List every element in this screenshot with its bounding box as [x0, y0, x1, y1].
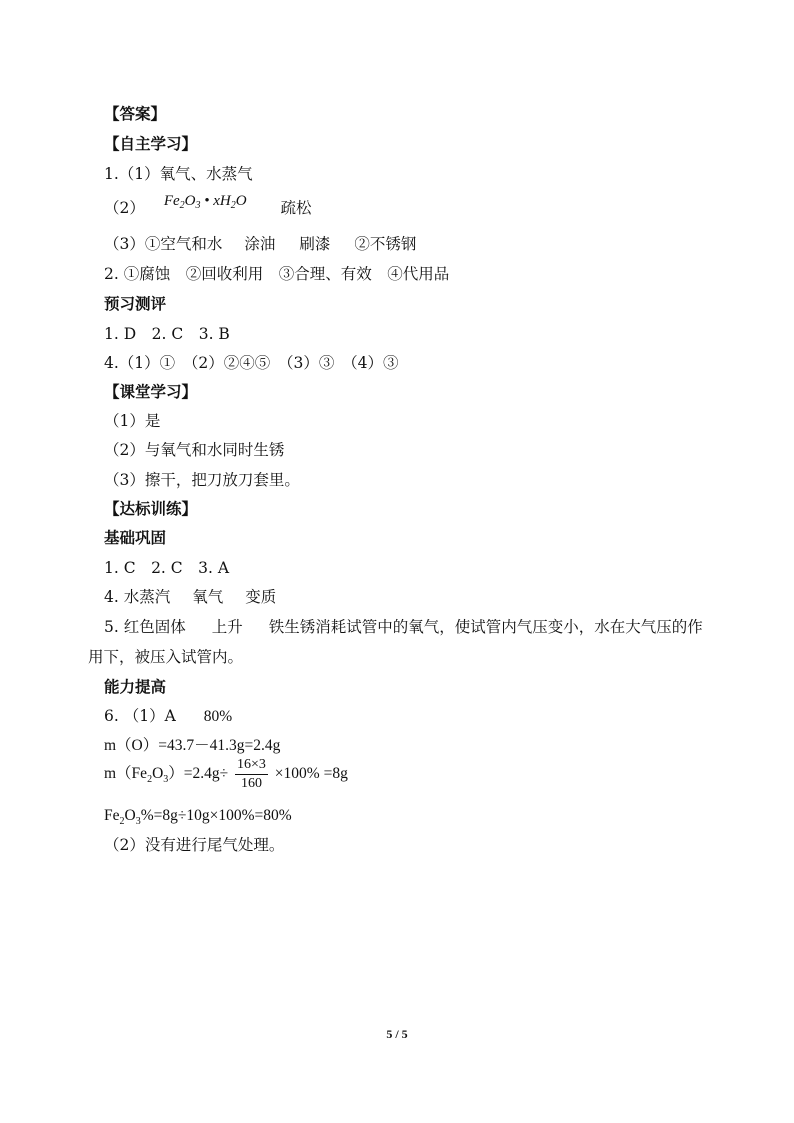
basic-answer-5: 5. 红色固体 上升 铁生锈消耗试管中的氧气，使试管内气压变小，水在大气压的作 — [104, 618, 703, 636]
q1-part2-suffix: 疏松 — [280, 199, 312, 217]
basic-answers-1: 1. C 2. C 3. A — [104, 559, 230, 577]
basic-answer-4: 4. 水蒸汽 氧气 变质 — [104, 588, 277, 606]
preview-answers-1: 1. D 2. C 3. B — [104, 325, 230, 343]
training-heading: 【达标训练】 — [104, 499, 198, 518]
q1-part3: （3）①空气和水 涂油 刷漆 ②不锈钢 — [104, 235, 417, 253]
self-study-heading: 【自主学习】 — [104, 134, 198, 153]
q1-part2-prefix: （2） — [104, 199, 145, 217]
q1-part1: 1.（1）氧气、水蒸气 — [104, 165, 253, 183]
class-heading: 【课堂学习】 — [104, 382, 198, 401]
calc-percent: $Fe_2O_3\%=8g\div 10g\times 100\%=80\%$ — [104, 807, 292, 828]
preview-heading: 预习测评 — [104, 294, 167, 313]
calc-fe2o3-mass: $m(Fe_2O_3)=2.4g\div$ $\frac{16\times 3}{160}$ ×100% =8g — [104, 757, 348, 791]
q1-part2 — [104, 193, 312, 224]
answer-heading: 【答案】 — [104, 104, 167, 123]
q2-line: 2. ①腐蚀 ②回收利用 ③合理、有效 ④代用品 — [104, 265, 450, 283]
class-answer-2: （2）与氧气和水同时生锈 — [104, 441, 285, 459]
ability-answer-6-2: （2）没有进行尾气处理。 — [104, 836, 285, 854]
ability-heading: 能力提高 — [104, 677, 167, 696]
preview-answers-4: 4.（1）① （2）②④⑤ （3）③ （4）③ — [104, 354, 399, 372]
fraction: $\frac{16\times 3}{160}$ — [237, 757, 266, 791]
basic-answer-5-cont: 用下，被压入试管内。 — [88, 648, 244, 666]
rust-formula: $Fe_2O_3$ • $xH_2O$ — [163, 193, 247, 211]
basic-heading: 基础巩固 — [104, 528, 167, 547]
class-answer-3: （3）擦干，把刀放刀套里。 — [104, 471, 300, 489]
calc-oxygen-mass: m（O）=43.7－41.3g=2.4g — [104, 737, 281, 754]
class-answer-1: （1）是 — [104, 412, 161, 430]
page-number: 5 / 5 — [386, 1027, 408, 1041]
ability-answer-6-1: 6. （1）A 80% — [104, 707, 233, 725]
